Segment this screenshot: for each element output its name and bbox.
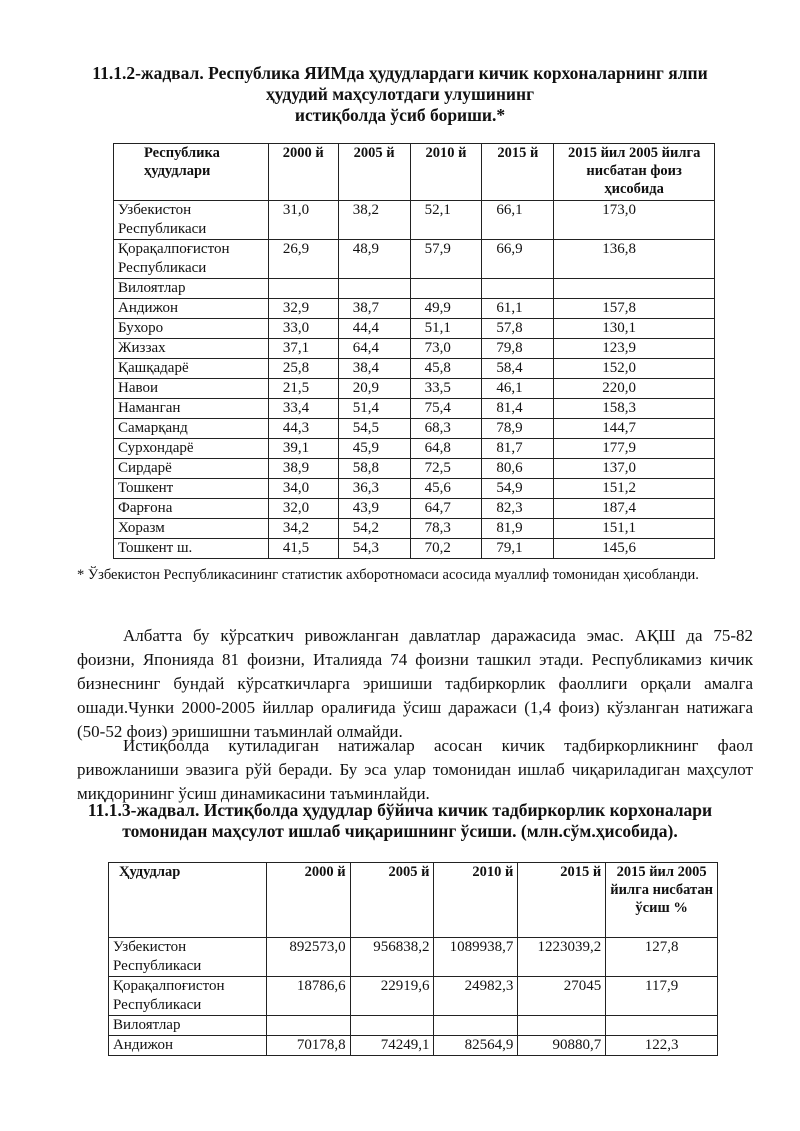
value-cell: 127,8 [606, 938, 718, 977]
value-cell: 27045 [518, 977, 606, 1016]
body-paragraph: Албатта бу кўрсаткич ривожланган давлатлар даражасида эмас. АҚШ да 75-82 фоизни, Японияда 81 фоизни, Италияда 74 фоизни ташкил этади. Республикамиз кичик бизнеснинг бундай кўрсаткичларга эришиши тадбиркорлик фаоллиги орқали амалга ошади.Чунки 2000-2005 йиллар оралиғида ўсиш даражаси (1,4 фоиз) кўзланган натижага (50-52 фоиз) эришишни таъминлай олмайди. [77, 626, 753, 741]
value-cell: 31,0 [268, 201, 338, 240]
value-cell: 45,9 [338, 439, 410, 459]
region-cell: Наманган [114, 399, 269, 419]
value-cell: 58,8 [338, 459, 410, 479]
region-cell: Вилоятлар [114, 279, 269, 299]
value-cell: 45,6 [410, 479, 482, 499]
column-header: 2005 й [338, 144, 410, 201]
table2-title [60, 800, 740, 842]
region-cell: Қашқадарё [114, 359, 269, 379]
value-cell: 1223039,2 [518, 938, 606, 977]
value-cell: 79,8 [482, 339, 554, 359]
value-cell: 956838,2 [350, 938, 434, 977]
value-cell: 38,9 [268, 459, 338, 479]
value-cell: 74249,1 [350, 1036, 434, 1056]
region-cell: Тошкент ш. [114, 539, 269, 559]
value-cell: 48,9 [338, 240, 410, 279]
value-cell: 151,1 [554, 519, 715, 539]
table-row [114, 399, 715, 419]
table-row [114, 201, 715, 240]
table-row [114, 299, 715, 319]
region-cell: Қорақалпоғистон Республикаси [114, 240, 269, 279]
value-cell: 220,0 [554, 379, 715, 399]
value-cell: 44,3 [268, 419, 338, 439]
region-cell: Андижон [114, 299, 269, 319]
table-row [114, 339, 715, 359]
value-cell: 32,9 [268, 299, 338, 319]
value-cell: 33,5 [410, 379, 482, 399]
value-cell [554, 279, 715, 299]
value-cell: 1089938,7 [434, 938, 518, 977]
value-cell: 26,9 [268, 240, 338, 279]
value-cell: 157,8 [554, 299, 715, 319]
value-cell: 72,5 [410, 459, 482, 479]
value-cell: 79,1 [482, 539, 554, 559]
region-cell: Бухоро [114, 319, 269, 339]
value-cell: 33,0 [268, 319, 338, 339]
value-cell: 54,5 [338, 419, 410, 439]
column-header: 2010 й [434, 863, 518, 938]
value-cell: 78,3 [410, 519, 482, 539]
table-row [114, 459, 715, 479]
value-cell: 173,0 [554, 201, 715, 240]
value-cell: 57,9 [410, 240, 482, 279]
value-cell: 39,1 [268, 439, 338, 459]
value-cell: 24982,3 [434, 977, 518, 1016]
value-cell: 177,9 [554, 439, 715, 459]
value-cell [266, 1016, 350, 1036]
value-cell: 61,1 [482, 299, 554, 319]
value-cell: 158,3 [554, 399, 715, 419]
value-cell: 82,3 [482, 499, 554, 519]
region-cell: Самарқанд [114, 419, 269, 439]
table1-footnote: * Ўзбекистон Республикасининг статистик ахборотномаси асосида муаллиф томонидан ҳисобланди. [77, 567, 699, 583]
value-cell: 81,4 [482, 399, 554, 419]
column-header: 2015 й [518, 863, 606, 938]
value-cell: 36,3 [338, 479, 410, 499]
value-cell: 152,0 [554, 359, 715, 379]
value-cell [518, 1016, 606, 1036]
table-row [114, 499, 715, 519]
table-header-row [109, 863, 718, 938]
value-cell: 18786,6 [266, 977, 350, 1016]
value-cell: 37,1 [268, 339, 338, 359]
region-cell: Фарғона [114, 499, 269, 519]
table-row [114, 240, 715, 279]
value-cell: 70178,8 [266, 1036, 350, 1056]
table-row [109, 977, 718, 1016]
value-cell [482, 279, 554, 299]
value-cell: 49,9 [410, 299, 482, 319]
column-header: 2010 й [410, 144, 482, 201]
table-row [114, 479, 715, 499]
table-row [114, 539, 715, 559]
table-row [114, 359, 715, 379]
region-cell: Қорақалпоғистон Республикаси [109, 977, 267, 1016]
value-cell: 75,4 [410, 399, 482, 419]
small-business-output-table [108, 862, 718, 1056]
table1-title-line: ҳудудий маҳсулотдаги улушининг [265, 84, 535, 104]
table-row [109, 1016, 718, 1036]
value-cell: 25,8 [268, 359, 338, 379]
value-cell: 52,1 [410, 201, 482, 240]
column-header: 2015 й [482, 144, 554, 201]
region-cell: Узбекистон Республикаси [109, 938, 267, 977]
value-cell: 151,2 [554, 479, 715, 499]
value-cell: 73,0 [410, 339, 482, 359]
table-header-row [114, 144, 715, 201]
table1-title-line: истиқболда ўсиб бориши.* [294, 105, 506, 125]
table-row [114, 439, 715, 459]
value-cell: 892573,0 [266, 938, 350, 977]
value-cell [268, 279, 338, 299]
value-cell: 64,4 [338, 339, 410, 359]
region-cell: Узбекистон Республикаси [114, 201, 269, 240]
value-cell: 66,1 [482, 201, 554, 240]
value-cell: 80,6 [482, 459, 554, 479]
table2-title-line: томонидан маҳсулот ишлаб чиқаришнинг ўсиши. (млн.сўм.ҳисобида). [122, 821, 678, 841]
value-cell: 34,0 [268, 479, 338, 499]
value-cell: 68,3 [410, 419, 482, 439]
value-cell [350, 1016, 434, 1036]
value-cell: 123,9 [554, 339, 715, 359]
table-row [114, 279, 715, 299]
value-cell: 117,9 [606, 977, 718, 1016]
value-cell: 66,9 [482, 240, 554, 279]
value-cell: 21,5 [268, 379, 338, 399]
column-header: 2000 й [268, 144, 338, 201]
value-cell: 20,9 [338, 379, 410, 399]
value-cell: 81,9 [482, 519, 554, 539]
value-cell: 51,1 [410, 319, 482, 339]
value-cell: 122,3 [606, 1036, 718, 1056]
region-cell: Хоразм [114, 519, 269, 539]
value-cell: 38,7 [338, 299, 410, 319]
value-cell: 54,9 [482, 479, 554, 499]
value-cell: 33,4 [268, 399, 338, 419]
table-row [114, 419, 715, 439]
value-cell: 43,9 [338, 499, 410, 519]
value-cell: 44,4 [338, 319, 410, 339]
value-cell: 144,7 [554, 419, 715, 439]
table2-title-line: 11.1.3-жадвал. Истиқболда ҳудудлар бўйича кичик тадбиркорлик корхоналари [87, 800, 713, 820]
value-cell: 81,7 [482, 439, 554, 459]
value-cell: 136,8 [554, 240, 715, 279]
region-cell: Жиззах [114, 339, 269, 359]
table1-title-line: 11.1.2-жадвал. Республика ЯИМда ҳудудлардаги кичик корхоналарнинг ялпи [92, 63, 708, 83]
value-cell [606, 1016, 718, 1036]
value-cell: 70,2 [410, 539, 482, 559]
table-row [109, 938, 718, 977]
value-cell: 64,8 [410, 439, 482, 459]
value-cell: 187,4 [554, 499, 715, 519]
table-row [114, 379, 715, 399]
column-header: 2015 йил 2005 йилга нисбатан ўсиш % [606, 863, 718, 938]
value-cell: 34,2 [268, 519, 338, 539]
table-row [109, 1036, 718, 1056]
region-cell: Сурхондарё [114, 439, 269, 459]
column-header: Республика ҳудудлари [114, 144, 269, 201]
value-cell: 78,9 [482, 419, 554, 439]
value-cell: 82564,9 [434, 1036, 518, 1056]
column-header: 2000 й [266, 863, 350, 938]
value-cell: 54,3 [338, 539, 410, 559]
value-cell: 54,2 [338, 519, 410, 539]
table-row [114, 319, 715, 339]
value-cell: 32,0 [268, 499, 338, 519]
value-cell [410, 279, 482, 299]
value-cell: 51,4 [338, 399, 410, 419]
region-cell: Сирдарё [114, 459, 269, 479]
value-cell: 45,8 [410, 359, 482, 379]
value-cell: 64,7 [410, 499, 482, 519]
value-cell [338, 279, 410, 299]
value-cell: 137,0 [554, 459, 715, 479]
value-cell: 22919,6 [350, 977, 434, 1016]
value-cell [434, 1016, 518, 1036]
value-cell: 130,1 [554, 319, 715, 339]
value-cell: 57,8 [482, 319, 554, 339]
region-cell: Вилоятлар [109, 1016, 267, 1036]
value-cell: 90880,7 [518, 1036, 606, 1056]
table1-title [60, 63, 740, 126]
regional-share-table [113, 143, 715, 559]
column-header: 2015 йил 2005 йилга нисбатан фоиз ҳисобида [554, 144, 715, 201]
region-cell: Навои [114, 379, 269, 399]
body-paragraph: Истиқболда кутиладиган натижалар асосан кичик тадбиркорликнинг фаол ривожланиши эвазига рўй беради. Бу эса улар томонидан ишлаб чиқариладиган маҳсулот миқдорининг ўсиш динамикасини таъминлайди. [77, 736, 753, 803]
region-cell: Тошкент [114, 479, 269, 499]
value-cell: 46,1 [482, 379, 554, 399]
column-header: 2005 й [350, 863, 434, 938]
value-cell: 145,6 [554, 539, 715, 559]
column-header: Ҳудудлар [109, 863, 267, 938]
value-cell: 58,4 [482, 359, 554, 379]
value-cell: 38,2 [338, 201, 410, 240]
value-cell: 41,5 [268, 539, 338, 559]
region-cell: Андижон [109, 1036, 267, 1056]
value-cell: 38,4 [338, 359, 410, 379]
table-row [114, 519, 715, 539]
